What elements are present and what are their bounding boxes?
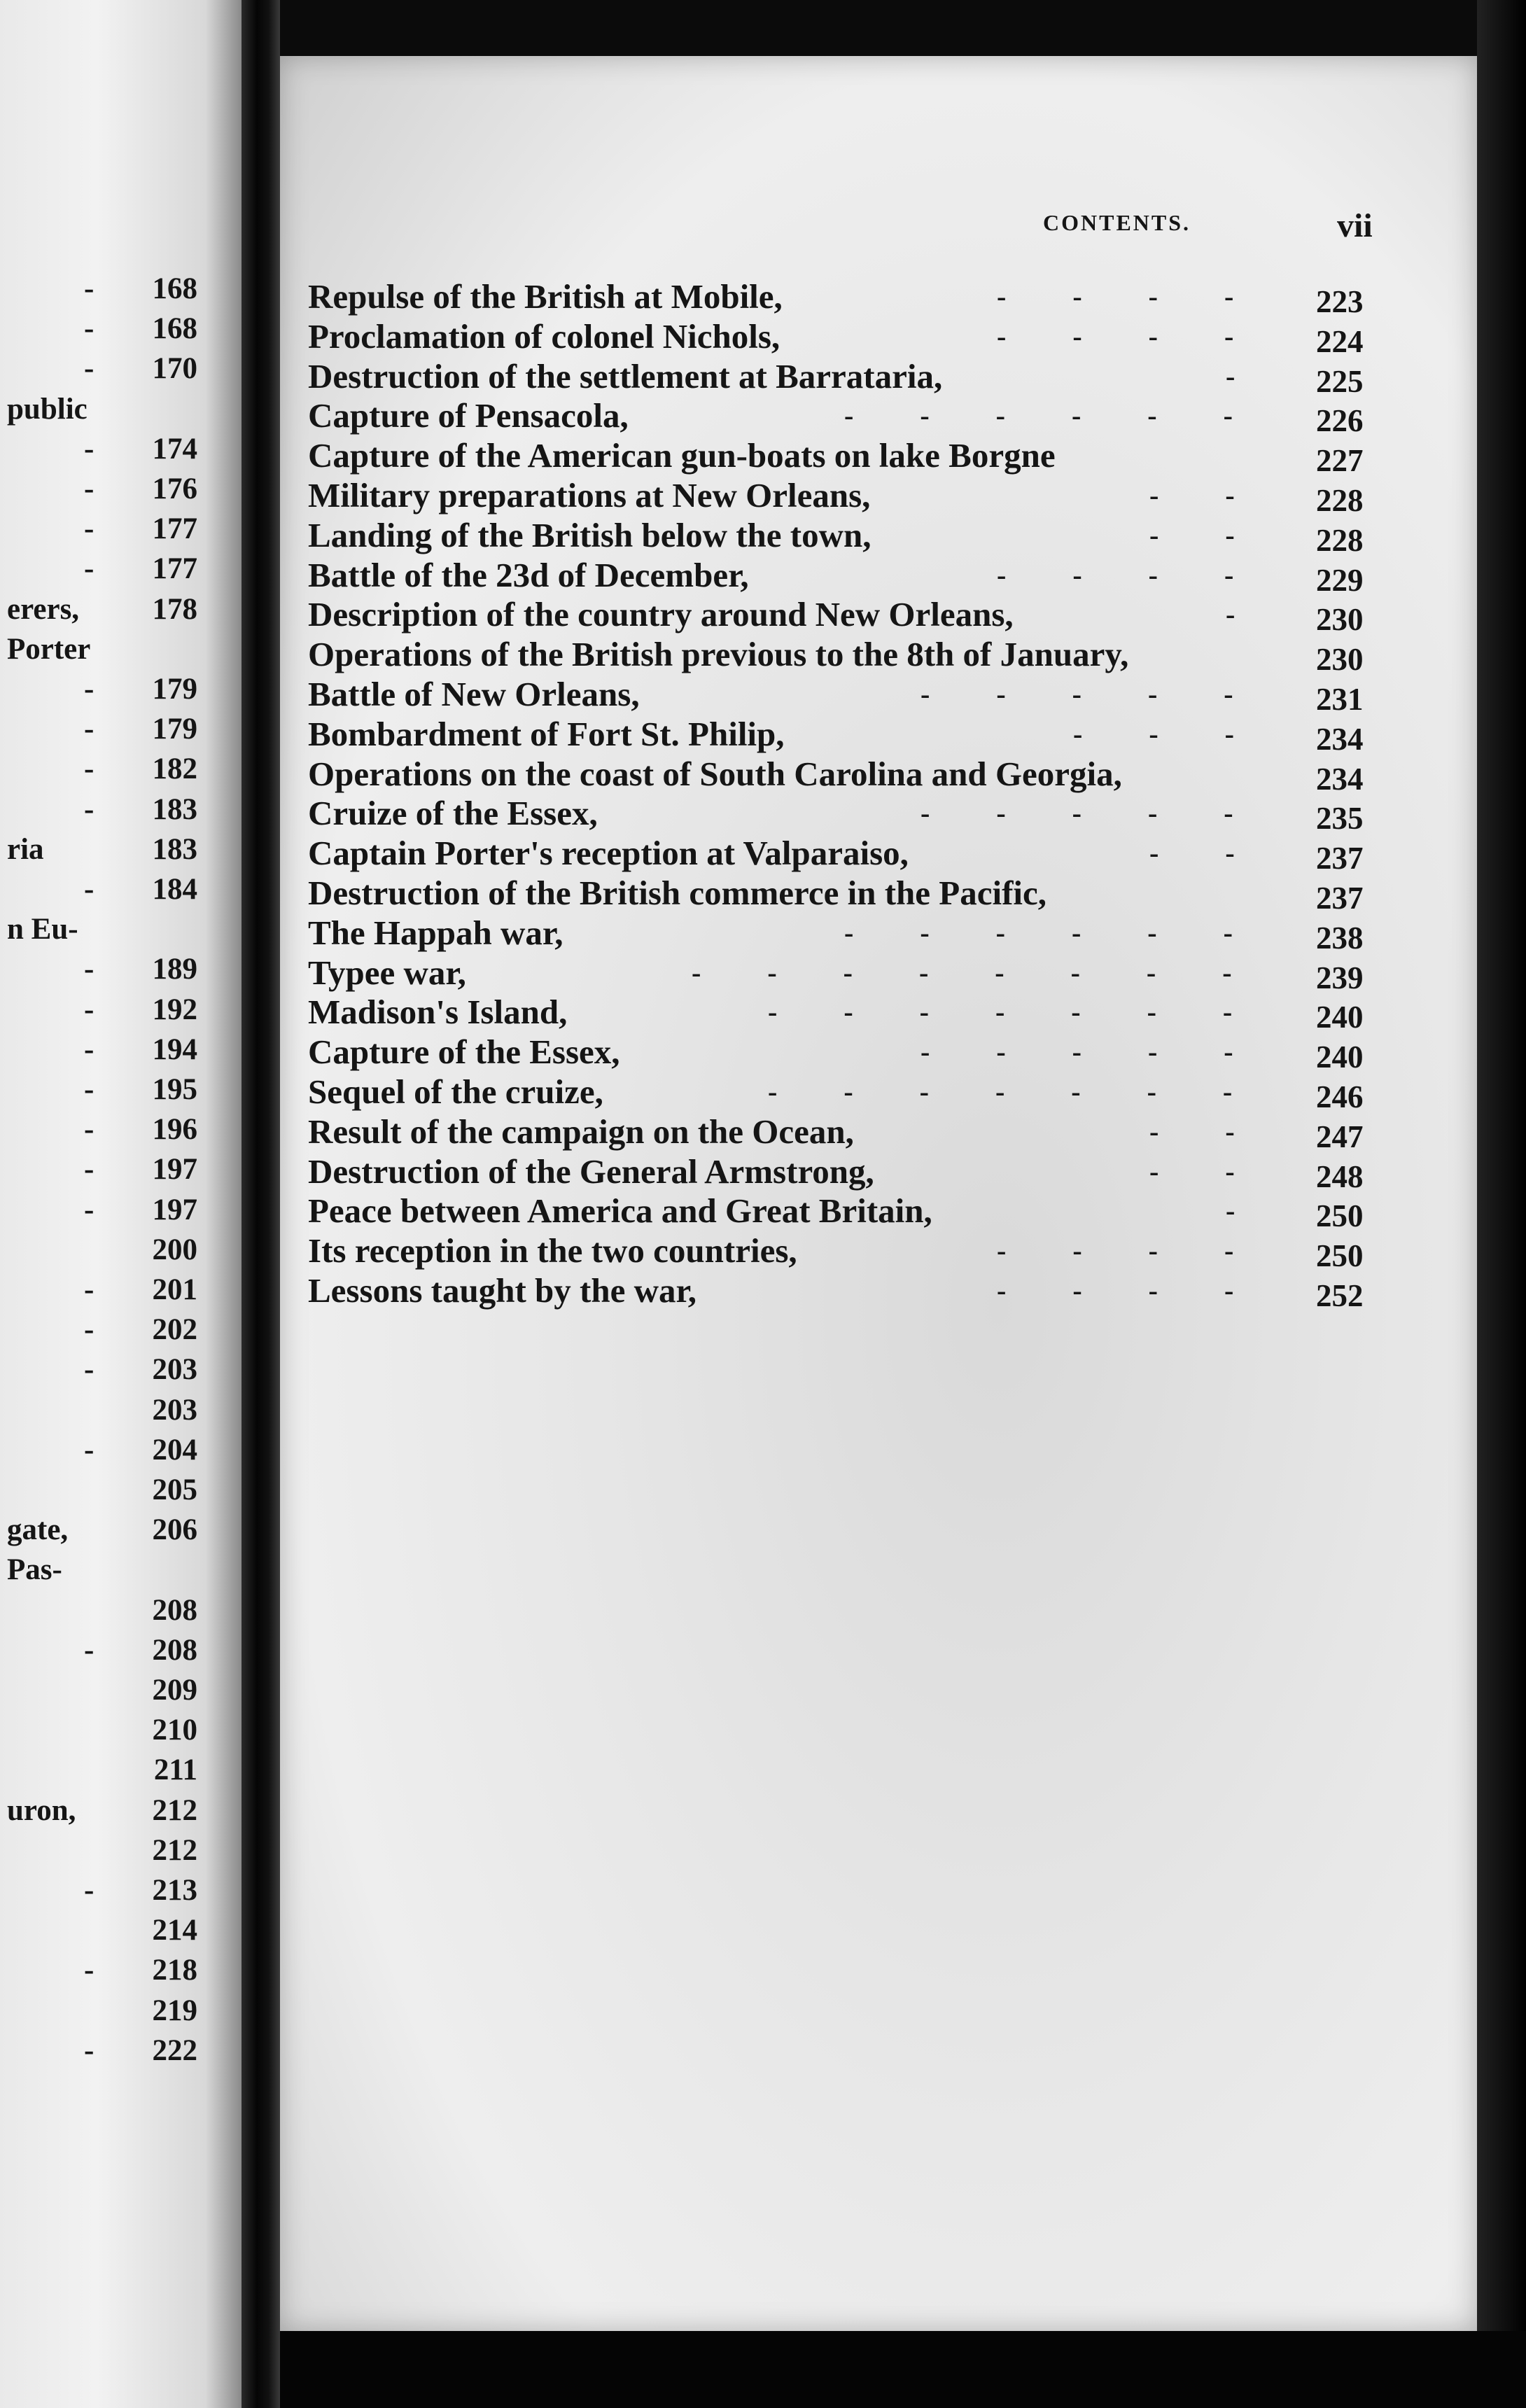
entry-page-number: 234 [1316, 721, 1364, 757]
entry-page-number: 250 [1316, 1238, 1364, 1274]
entry-page-number: 230 [1316, 642, 1364, 678]
left-entry-text: Pas- [7, 1553, 62, 1587]
left-contents-entry [0, 1711, 210, 1750]
contents-entry [308, 1270, 1400, 1313]
left-entry-text: n Eu- [7, 913, 78, 946]
entry-page-number: 247 [1316, 1119, 1364, 1154]
entry-leader: -- [1149, 519, 1301, 551]
left-entry-text: - [84, 352, 94, 386]
contents-entry [308, 475, 1400, 518]
left-entry-text: - [84, 953, 94, 986]
entry-title: Cruize of the Essex, [308, 794, 598, 833]
entry-leader: - [1226, 1195, 1302, 1227]
left-entry-page-number: 170 [152, 352, 197, 386]
left-entry-page-number: 179 [152, 713, 197, 746]
left-entry-page-number: 177 [152, 552, 197, 586]
contents-entry [308, 793, 1400, 836]
left-entry-page-number: 174 [152, 432, 197, 465]
entry-page-number: 235 [1316, 801, 1364, 836]
contents-entry [308, 833, 1400, 876]
left-entry-text: - [84, 1874, 94, 1907]
left-contents-entry [0, 1991, 210, 2031]
entry-page-number: 231 [1316, 682, 1364, 717]
entry-title: Military preparations at New Orleans, [308, 476, 871, 514]
entry-page-number: 239 [1316, 960, 1364, 995]
left-entry-page-number: 195 [152, 1073, 197, 1106]
left-contents-entry [0, 1871, 210, 1910]
entry-title: Capture of Pensacola, [308, 396, 629, 435]
left-entry-text: erers, [7, 592, 80, 626]
left-entry-text: - [84, 713, 94, 746]
left-contents-entry [0, 1591, 210, 1630]
left-contents-entry [0, 2031, 210, 2071]
left-entry-page-number: 176 [152, 472, 197, 505]
entry-title: Repulse of the British at Mobile, [308, 277, 783, 316]
left-contents-entry [0, 910, 210, 949]
left-entry-page-number: 189 [152, 953, 197, 986]
left-entry-text: - [84, 792, 94, 826]
entry-page-number: 240 [1316, 1040, 1364, 1075]
left-entry-text: - [84, 512, 94, 546]
contents-entry [308, 276, 1400, 319]
left-contents-entry [0, 830, 210, 869]
entry-page-number: 227 [1316, 443, 1364, 479]
entry-page-number: 237 [1316, 841, 1364, 876]
entry-page-number: 237 [1316, 881, 1364, 916]
entry-page-number: 238 [1316, 920, 1364, 955]
left-entry-page-number: 203 [152, 1393, 197, 1427]
left-entry-text: - [84, 1073, 94, 1106]
running-head: CONTENTS. [1043, 210, 1191, 235]
left-entry-page-number: 194 [152, 1032, 197, 1066]
entry-page-number: 226 [1316, 403, 1364, 439]
left-entry-text: - [84, 312, 94, 346]
book-gutter [241, 0, 280, 2408]
entry-leader: ------- [768, 996, 1299, 1028]
left-entry-page-number: 178 [152, 592, 197, 626]
page-edge-shadow [1477, 0, 1526, 2408]
contents-entry [308, 396, 1400, 439]
left-contents-entry [0, 630, 210, 669]
left-entry-text: - [84, 873, 94, 906]
left-entry-text: uron, [7, 1793, 76, 1827]
left-contents-entry [0, 590, 210, 629]
entry-page-number: 230 [1316, 602, 1364, 638]
left-entry-page-number: 211 [153, 1754, 197, 1787]
left-entry-page-number: 218 [152, 1954, 197, 1987]
left-entry-text: - [84, 1954, 94, 1987]
entry-title: Battle of the 23d of December, [308, 555, 749, 594]
left-contents-entry [0, 1110, 210, 1149]
left-entry-page-number: 182 [152, 752, 197, 786]
contents-entry [308, 594, 1400, 638]
left-entry-page-number: 210 [152, 1714, 197, 1747]
left-entry-page-number: 214 [152, 1914, 197, 1947]
left-contents-entry [0, 1911, 210, 1950]
entry-title: Madison's Island, [308, 993, 568, 1032]
left-entry-text: - [84, 993, 94, 1026]
contents-entry [308, 1191, 1400, 1234]
left-contents-entry [0, 1350, 210, 1390]
left-entry-page-number: 168 [152, 272, 197, 305]
contents-entry [308, 992, 1400, 1035]
entry-title: Result of the campaign on the Ocean, [308, 1112, 854, 1151]
left-contents-entry [0, 1511, 210, 1550]
left-contents-entry [0, 470, 210, 509]
entry-title: Captain Porter's reception at Valparaiso, [308, 834, 909, 873]
entry-page-number: 250 [1316, 1198, 1364, 1234]
left-entry-text: - [84, 552, 94, 586]
entry-leader: ----- [920, 1036, 1300, 1068]
left-contents-entry [0, 390, 210, 429]
contents-entry [308, 356, 1400, 399]
entry-title: Operations on the coast of South Carolina and Georgia, [308, 754, 1122, 793]
left-entry-text: - [84, 752, 94, 786]
entry-leader: ---- [997, 1275, 1301, 1306]
left-entry-text: - [84, 1193, 94, 1226]
entry-leader: ------ [844, 916, 1299, 948]
contents-entry [308, 1032, 1400, 1075]
contents-entry [308, 555, 1400, 598]
left-entry-text: gate, [7, 1513, 69, 1547]
left-entry-text: - [84, 1032, 94, 1066]
left-entry-page-number: 197 [152, 1153, 197, 1186]
entry-leader: ---- [997, 1235, 1301, 1267]
left-contents-entry [0, 1671, 210, 1710]
left-contents-entry [0, 349, 210, 388]
entry-title: Its reception in the two countries, [308, 1231, 797, 1270]
left-entry-text: - [84, 432, 94, 465]
entry-leader: -- [1149, 837, 1301, 869]
left-entry-page-number: 206 [152, 1513, 197, 1547]
left-entry-page-number: 179 [152, 673, 197, 706]
left-entry-text: Porter [7, 632, 91, 666]
left-contents-entry [0, 1831, 210, 1870]
left-entry-text: - [84, 1353, 94, 1387]
entry-title: Destruction of the settlement at Barrataria, [308, 356, 943, 396]
entry-page-number: 223 [1316, 284, 1364, 319]
entry-title: Battle of New Orleans, [308, 675, 640, 713]
entry-page-number: 225 [1316, 363, 1364, 399]
contents-entry [308, 913, 1400, 953]
left-entry-page-number: 201 [152, 1273, 197, 1306]
left-entry-page-number: 205 [152, 1474, 197, 1506]
entry-title: Sequel of the cruize, [308, 1072, 603, 1111]
entry-page-number: 229 [1316, 562, 1364, 598]
left-contents-entry [0, 1550, 210, 1590]
left-contents-entry [0, 1471, 210, 1510]
entry-title: Bombardment of Fort St. Philip, [308, 714, 785, 753]
left-entry-page-number: 168 [152, 312, 197, 346]
left-entry-text: - [84, 472, 94, 505]
left-entry-text: - [84, 272, 94, 305]
left-entry-page-number: 183 [152, 792, 197, 826]
entry-page-number: 240 [1316, 1000, 1364, 1035]
left-contents-entry [0, 309, 210, 349]
left-contents-entry [0, 550, 210, 589]
left-entry-page-number: 208 [152, 1633, 197, 1667]
entry-title: Landing of the British below the town, [308, 515, 872, 554]
left-entry-text: - [84, 673, 94, 706]
left-contents-entry [0, 950, 210, 989]
entry-title: Proclamation of colonel Nichols, [308, 316, 780, 356]
left-entry-text: - [84, 2033, 94, 2067]
bottom-edge-shadow [280, 2331, 1526, 2408]
contents-entry [308, 873, 1400, 916]
entry-leader: -- [1149, 479, 1301, 511]
entry-leader: -------- [692, 956, 1298, 988]
left-entry-page-number: 212 [152, 1833, 197, 1867]
contents-entry [308, 1152, 1400, 1194]
entry-leader: - [1226, 360, 1302, 392]
entry-leader: ----- [920, 678, 1300, 710]
left-contents-entry [0, 1030, 210, 1070]
entry-page-number: 234 [1316, 761, 1364, 797]
entry-title: Lessons taught by the war, [308, 1271, 696, 1310]
left-contents-entry [0, 750, 210, 789]
entry-leader: ---- [997, 559, 1301, 591]
entry-title: Operations of the British previous to the 8th of January, [308, 635, 1129, 674]
left-entry-page-number: 204 [152, 1433, 197, 1466]
entry-leader: ---- [997, 320, 1301, 352]
left-entry-page-number: 208 [152, 1593, 197, 1627]
contents-entry [308, 515, 1400, 558]
contents-entry [308, 316, 1400, 359]
entry-leader: ------ [844, 400, 1299, 432]
contents-entry [308, 953, 1400, 993]
left-entry-text: - [84, 1313, 94, 1347]
entry-page-number: 248 [1316, 1158, 1364, 1194]
left-entry-text: - [84, 1273, 94, 1306]
entry-title: The Happah war, [308, 913, 564, 952]
left-entry-page-number: 183 [152, 832, 197, 866]
left-contents-entry [0, 990, 210, 1030]
left-contents-entry [0, 1431, 210, 1470]
entry-page-number: 228 [1316, 483, 1364, 518]
left-entry-page-number: 177 [152, 512, 197, 546]
left-contents-entry [0, 1631, 210, 1670]
left-page-fragment [0, 0, 241, 2408]
left-contents-entry [0, 1070, 210, 1110]
left-entry-page-number: 200 [152, 1233, 197, 1266]
contents-entry [308, 1072, 1400, 1112]
entry-page-number: 228 [1316, 522, 1364, 558]
entry-leader: ---- [997, 281, 1301, 312]
entry-title: Capture of the American gun-boats on lake Borgne [308, 436, 1056, 475]
left-contents-entry [0, 1391, 210, 1430]
entry-leader: -- [1149, 1115, 1301, 1147]
entry-page-number: 252 [1316, 1278, 1364, 1313]
entry-title: Typee war, [308, 953, 466, 992]
left-entry-text: ria [7, 832, 44, 866]
left-contents-entry [0, 1191, 210, 1230]
left-entry-text: - [84, 1113, 94, 1147]
left-contents-entry [0, 1791, 210, 1830]
left-contents-entry [0, 1310, 210, 1350]
left-entry-page-number: 196 [152, 1113, 197, 1147]
contents-entry [308, 1112, 1400, 1152]
left-entry-page-number: 203 [152, 1353, 197, 1387]
left-contents-entry [0, 1231, 210, 1270]
left-entry-page-number: 202 [152, 1313, 197, 1347]
left-entry-page-number: 219 [152, 1994, 197, 2027]
left-entry-page-number: 197 [152, 1193, 197, 1226]
contents-entry [308, 674, 1400, 717]
left-contents-entry [0, 1150, 210, 1189]
entry-title: Destruction of the General Armstrong, [308, 1152, 874, 1191]
contents-entry [308, 634, 1400, 678]
left-contents-entry [0, 790, 210, 830]
left-entry-page-number: 192 [152, 993, 197, 1026]
left-contents-entry [0, 710, 210, 749]
left-entry-text: - [84, 1153, 94, 1186]
left-entry-text: public [7, 392, 88, 426]
left-entry-page-number: 222 [152, 2033, 197, 2067]
left-contents-entry [0, 870, 210, 909]
entry-page-number: 224 [1316, 323, 1364, 359]
entry-leader: ----- [920, 797, 1300, 830]
entry-leader: - [1226, 598, 1302, 631]
left-contents-entry [0, 510, 210, 549]
left-contents-entry [0, 270, 210, 309]
left-contents-entry [0, 430, 210, 469]
entry-leader: --- [1073, 718, 1301, 750]
entry-leader: -- [1149, 1155, 1301, 1187]
entry-page-number: 246 [1316, 1079, 1364, 1114]
contents-entry [308, 435, 1400, 479]
contents-entry [308, 1231, 1400, 1274]
left-contents-entry [0, 1951, 210, 1990]
entry-title: Peace between America and Great Britain, [308, 1191, 932, 1231]
contents-entry [308, 714, 1400, 757]
entry-leader: ------- [768, 1076, 1299, 1107]
left-contents-entry [0, 1751, 210, 1790]
left-entry-text: - [84, 1633, 94, 1667]
contents-entry [308, 754, 1400, 797]
left-contents-entry [0, 1270, 210, 1310]
page-number: vii [1337, 207, 1373, 244]
left-contents-entry [0, 670, 210, 709]
left-entry-page-number: 212 [152, 1793, 197, 1827]
left-entry-page-number: 209 [152, 1674, 197, 1707]
entry-title: Capture of the Essex, [308, 1032, 620, 1072]
left-entry-page-number: 184 [152, 873, 197, 906]
entry-title: Destruction of the British commerce in the Pacific, [308, 874, 1047, 912]
entry-title: Description of the country around New Orleans, [308, 595, 1014, 634]
left-entry-text: - [84, 1433, 94, 1466]
left-entry-page-number: 213 [152, 1874, 197, 1907]
